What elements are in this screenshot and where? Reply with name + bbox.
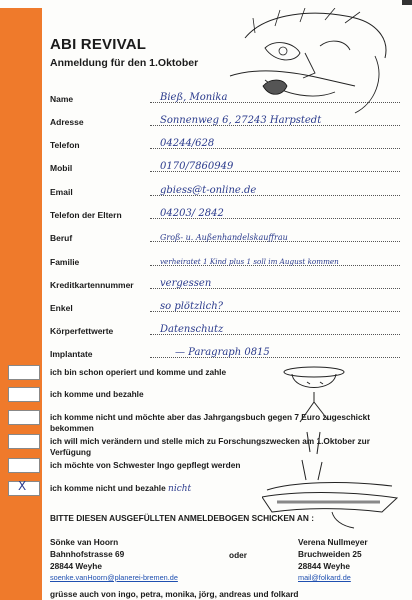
greeting-line: grüsse auch von ingo, petra, monika, jörg, andreas und folkard — [50, 589, 299, 599]
option-checkbox[interactable] — [8, 387, 40, 402]
field-value[interactable]: Datenschutz — [160, 324, 224, 335]
contact-city: 28844 Weyhe — [50, 561, 102, 571]
option-checkbox[interactable] — [8, 434, 40, 449]
field-value[interactable]: so plötzlich? — [160, 301, 224, 312]
field-label: Enkel — [50, 303, 73, 313]
field-row-mobile — [50, 156, 400, 176]
contact-street: Bruchweiden 25 — [298, 549, 362, 559]
option-handwritten-note: nicht — [168, 484, 192, 494]
field-value[interactable]: Groß- u. Außenhandelskauffrau — [160, 233, 288, 242]
field-value[interactable]: Bieß, Monika — [160, 92, 228, 103]
field-label: Familie — [50, 257, 80, 267]
field-row-email — [50, 180, 400, 200]
orange-margin-stripe — [0, 8, 42, 600]
field-label: Kreditkartennummer — [50, 280, 134, 290]
send-instruction: BITTE DIESEN AUSGEFÜLLTEN ANMELDEBOGEN SCHICKEN AN : — [50, 513, 314, 523]
contact-email-link[interactable]: mail@folkard.de — [298, 573, 351, 582]
contact-street: Bahnhofstrasse 69 — [50, 549, 125, 559]
form-subtitle: Anmeldung für den 1.Oktober — [50, 57, 199, 69]
option-label: ich möchte von Schwester Ingo gepflegt werden — [50, 460, 241, 470]
nurse-figure-doodle — [262, 362, 402, 537]
field-label: Mobil — [50, 163, 73, 173]
field-label: Name — [50, 94, 74, 104]
option-mark: X — [18, 479, 27, 493]
option-label: ich bin schon operiert und komme und zahle — [50, 367, 227, 377]
contact-city: 28844 Weyhe — [298, 561, 350, 571]
option-label: ich komme und bezahle — [50, 389, 144, 399]
field-label: Körperfettwerte — [50, 326, 114, 336]
option-label: ich komme nicht und möchte aber das Jahrgangsbuch gegen 7 Euro zugeschickt bekommen — [50, 412, 370, 433]
field-label: Implantate — [50, 349, 93, 359]
field-value[interactable]: Sonnenweg 6, 27243 Harpstedt — [160, 115, 322, 126]
field-value[interactable]: — Paragraph 0815 — [175, 347, 270, 358]
option-checkbox[interactable] — [8, 365, 40, 380]
field-label: Telefon — [50, 140, 80, 150]
field-value[interactable]: 04203/ 2842 — [160, 208, 224, 219]
field-row-name — [50, 87, 400, 107]
option-checkbox[interactable] — [8, 458, 40, 473]
field-value[interactable]: gbiess@t-online.de — [160, 185, 257, 196]
option-checkbox[interactable] — [8, 410, 40, 425]
option-label: ich will mich verändern und stelle mich zu Forschungszwecken am 1.Oktober zur Verfügung — [50, 436, 370, 457]
field-row-address — [50, 110, 400, 130]
field-row-grandchildren — [50, 296, 400, 316]
field-value[interactable]: verheiratet 1 Kind plus 1 soll im August kommen — [160, 257, 339, 266]
contact-name: Sönke van Hoorn — [50, 537, 119, 547]
field-label: Adresse — [50, 117, 84, 127]
field-label: Telefon der Eltern — [50, 210, 122, 220]
field-row-body-fat — [50, 319, 400, 339]
corner-mark — [402, 0, 412, 5]
field-row-credit-card — [50, 273, 400, 293]
form-title: ABI REVIVAL — [50, 36, 147, 53]
field-value[interactable]: 0170/7860949 — [160, 161, 234, 172]
field-label: Beruf — [50, 233, 73, 243]
field-row-family — [50, 250, 400, 270]
option-label-text: ich komme nicht und bezahle — [50, 483, 166, 493]
field-row-parents-phone — [50, 203, 400, 223]
contact-email-link[interactable]: soenke.vanHoorn@planerei-bremen.de — [50, 573, 178, 582]
contact-right — [298, 536, 368, 584]
field-row-phone — [50, 133, 400, 153]
field-value[interactable]: vergessen — [160, 278, 212, 289]
or-label: oder — [229, 550, 247, 560]
field-value[interactable]: 04244/628 — [160, 138, 215, 149]
contact-name: Verena Nullmeyer — [298, 537, 368, 547]
field-label: Email — [50, 187, 73, 197]
field-row-implants — [50, 342, 400, 362]
contact-left — [50, 536, 178, 584]
field-row-occupation — [50, 226, 400, 246]
